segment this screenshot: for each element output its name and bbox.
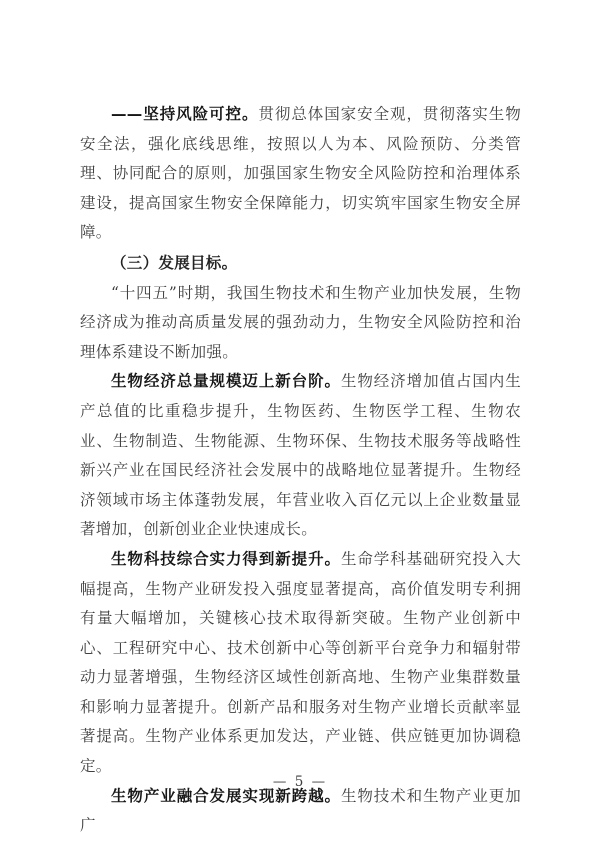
paragraph-biotech-strength — [80, 545, 521, 782]
paragraph-body: 生命学科基础研究投入大幅提高，生物产业研发投入强度显著提高，高价值发明专利拥有量大幅增加，关键核心技术取得新突破。生物产业创新中心、工程研究中心、技术创新中心等创新平台竞争力和辐射带动力显著增强，生物经济区域性创新高地、生物产业集群数量和影响力显著提升。创新产品和服务对生物产业增长贡献率显著提高。生物产业体系更加发达，产业链、供应链更加协调稳定。 — [80, 549, 521, 776]
paragraph-lead: 生物产业融合发展实现新跨越。 — [111, 786, 341, 805]
paragraph-section-heading — [80, 248, 521, 279]
paragraph-body: 生物经济增加值占国内生产总值的比重稳步提升，生物医药、生物医学工程、生物农业、生物制造、生物能源、生物环保、生物技术服务等战略性新兴产业在国民经济社会发展中的战略地位显著提升。生物经济领域市场主体蓬勃发展，年营业收入百亿元以上企业数量显著增加，创新创业企业快速成长。 — [80, 372, 521, 539]
paragraph-145-period — [80, 279, 521, 368]
paragraph-body: 生物技术和生物产业更加广 — [80, 786, 521, 835]
paragraph-body: “十四五”时期，我国生物技术和生物产业加快发展，生物经济成为推动高质量发展的强劲动力，生物安全风险防控和治理体系建设不断加强。 — [80, 283, 521, 361]
paragraph-economy-scale — [80, 367, 521, 545]
page-number: — 5 — — [272, 774, 328, 790]
paragraph-lead: ——坚持风险可控。 — [111, 105, 259, 123]
paragraph-lead: 生物科技综合实力得到新提升。 — [111, 549, 341, 568]
paragraph-body: 贯彻总体国家安全观，贯彻落实生物安全法，强化底线思维，按照以人为本、风险预防、分类管理、协同配合的原则，加强国家生物安全风险防控和治理体系建设，提高国家生物安全保障能力，切实筑牢国家生物安全屏障。 — [80, 105, 521, 242]
text-block — [80, 100, 521, 841]
paragraph-lead: 生物经济总量规模迈上新台阶。 — [111, 372, 341, 391]
section-heading-label: （三）发展目标。 — [111, 252, 238, 272]
paragraph-risk-control — [80, 100, 521, 248]
paragraph-industry-integration — [80, 782, 521, 841]
